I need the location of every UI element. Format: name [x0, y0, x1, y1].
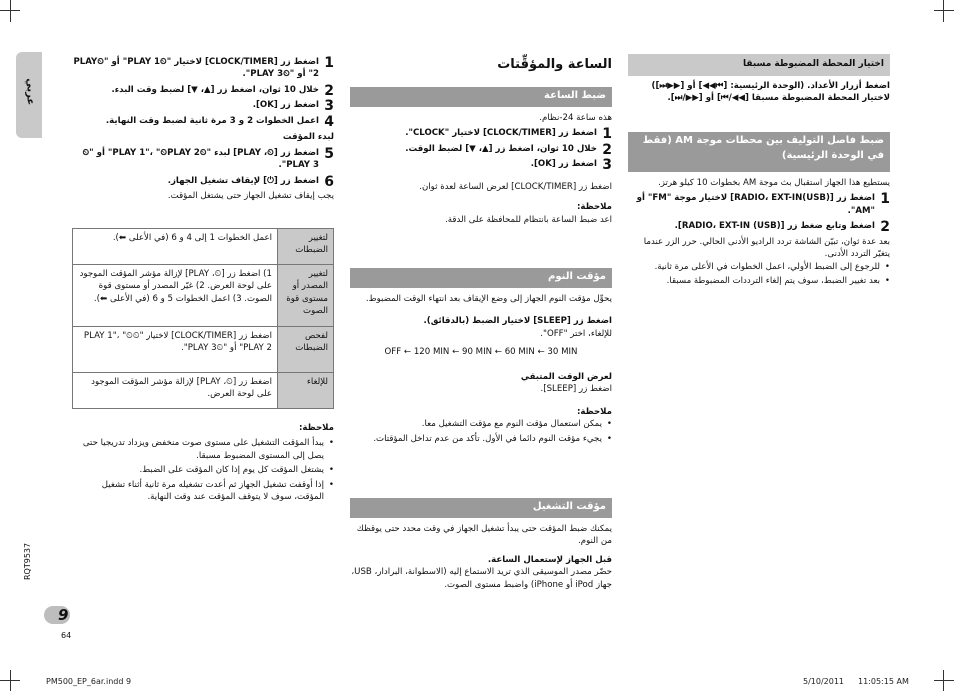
table-row: لتغيير الضبطات اعمل الخطوات 1 إلى 4 و 6 (في الأعلى ⬅). [73, 229, 334, 265]
clock-section: هذه ساعة 24-نظام. 1 اضغط زر [CLOCK/TIMER] لاختيار "CLOCK". 2 خلال 10 ثوان، اضغط زر [▲، ▼] لضبط الوقت. 3 اضغط زر [OK]. اضغط زر [CLOCK/TIMER] لعرض الساعة لعدة ثوان. ملاحظة: اعد ضبط الساعة بانتظام للمحافظة على الدقة. [350, 112, 612, 226]
am-section: يستطيع هذا الجهاز استقبال بث موجة AM بخطوات 10 كيلو هرتز. 1 اضغط زر [RADIO، EXT-IN(USB)] لاختيار موجة "FM" أو "AM". 2 اضغط وتابع ضغط زر [RADIO، EXT-IN (USB)]. بعد عدة ثوان، تبيّن الشاشة تردد الراديو الأدنى الحالي. حرر الزر عندما يتغيّر التردد الأدنى. • للرجوع إلى الضبط الأولي، اعمل الخطوات في الأعلى مرة ثانية. • بعد تغيير الضبط، سوف يتم إلغاء الترددات المضبوطة مسبقا. [628, 177, 890, 290]
footer-date: 5/10/2011 [803, 677, 845, 686]
page-sub-number: 64 [61, 631, 72, 640]
side-language-tab [16, 52, 42, 138]
list-item: • إذا أوقفت تشغيل الجهاز ثم أعدت تشغيله مرة ثانية أثناء تشغيل المؤقت، سوف لا يتوقف المؤقت عند وقت النهاية. [72, 479, 334, 504]
am-step: 2 اضغط وتابع ضغط زر [RADIO، EXT-IN (USB)]. [674, 219, 890, 236]
timer-step: 6 اضغط زر [⏻] لإيقاف تشغيل الجهاز. [167, 173, 334, 190]
side-tab-label: عربي [24, 78, 36, 106]
list-item: • يمكن استعمال مؤقت النوم مع مؤقت التشغيل معا. [350, 418, 612, 430]
list-item: • يشتغل المؤقت كل يوم إذا كان المؤقت على الضبط. [72, 464, 334, 476]
timer-step: 3 اضغط زر [OK]. [252, 98, 334, 115]
list-item: • للرجوع إلى الضبط الأولي، اعمل الخطوات في الأعلى مرة ثانية. [628, 261, 890, 273]
timer-step: 2 خلال 10 ثوان، اضغط زر [▲، ▼] لضبط وقت البدء. [111, 82, 334, 99]
list-item: • بعد تغيير الضبط، سوف يتم إلغاء الترددات المضبوطة مسبقا. [628, 275, 890, 287]
must-off-text: يجب إيقاف تشغيل الجهاز حتى يشتغل المؤقت. [167, 191, 334, 202]
am-step-bar: ضبط فاصل التوليف بين محطات موجة AM (فقط في الوحدة الرئيسية) [628, 132, 890, 172]
clock-step: 1 اضغط زر [CLOCK/TIMER] لاختيار "CLOCK". [405, 126, 612, 143]
timer-step: 4 اعمل الخطوات 2 و 3 مرة ثانية لضبط وقت النهاية. [105, 113, 334, 130]
list-item: • يجيء مؤقت النوم دائما في الأول. تأكد من عدم تداخل المؤقتات. [350, 433, 612, 445]
list-item: • يبدأ المؤقت التشغيل على مستوى صوت منخفض ويزداد تدريجيا حتى يصل إلى المستوى المضبوط مسبقا. [72, 437, 334, 462]
clock-bar: ضبط الساعة [350, 87, 612, 107]
clock-step: 3 اضغط زر [OK]. [530, 157, 612, 174]
doc-code: RQT9537 [23, 542, 32, 580]
start-timer-heading: لبدء المؤقت [282, 132, 334, 143]
left-notes [72, 422, 334, 506]
page-number-badge [44, 606, 70, 624]
left-column [72, 56, 334, 203]
table-row: لفحص الضبطات اضغط زر [CLOCK/TIMER] لاختيار "⏲PLAY 1"، "⏲PLAY 2" أو "⏲PLAY 3". [73, 327, 334, 373]
page-number: 9 [58, 606, 69, 624]
footer-file: PM500_EP_6ar.indd 9 [46, 677, 132, 686]
sleep-section: يحوِّل مؤقت النوم الجهاز إلى وضع الإيقاف بعد انتهاء الوقت المضبوط. اضغط زر [SLEEP] لاختيار الضبط (بالدقائق). للإلغاء، اختر "OFF". OFF ← 120 MIN ← 90 MIN ← 60 MIN ← 30 MIN لعرض الوقت المتبقي اضغط زر [SLEEP]. ملاحظة: • يمكن استعمال مؤقت النوم مع مؤقت التشغيل معا. • يجيء مؤقت النوم دائما في الأول. تأكد من عدم تداخل المؤقتات. [350, 293, 612, 447]
notes-heading: ملاحظة: [298, 423, 334, 433]
sleep-bar: مؤقت النوم [350, 268, 612, 288]
play-timer-bar: مؤقت التشغيل [350, 498, 612, 518]
sleep-sequence: OFF ← 120 MIN ← 90 MIN ← 60 MIN ← 30 MIN [384, 347, 578, 358]
section-title: الساعة والمؤقِّتات [497, 57, 612, 72]
preset-bar: اختيار المحطة المضبوطة مسبقا [628, 54, 890, 76]
play-timer-section: يمكنك ضبط المؤقت حتى يبدأ تشغيل الجهاز في وقت محدد حتى يوقظك من النوم. قبل الجهاز لإستعمال الساعة. حضّر مصدر الموسيقى الذي تريد الاستماع إليه (الاسطوانة، البرادار، USB، جهاز iPod أو iPhone) واضبط مستوى الصوت. [351, 524, 612, 590]
preset-text: اضغط أزرار الأعداد. (الوحدة الرئيسية: [⏮◀◀] أو [▶▶⏭]) لاختيار المحطة المضبوطة مسبقا [◀◀/⏮] أو [▶▶/⏭]. [651, 81, 890, 104]
timer-step: 5 اضغط زر [⏲، PLAY] لبدء "⏲PLAY 1"، "⏲PLAY 2" أو "⏲PLAY 3". [82, 145, 334, 171]
footer-time: 11:05:15 AM [858, 677, 909, 686]
am-step: 1 اضغط زر [RADIO، EXT-IN(USB)] لاختيار موجة "FM" أو "AM". [636, 191, 890, 216]
timer-table [72, 228, 334, 409]
table-row: للإلغاء اضغط زر [⏲، PLAY] لإزالة مؤشر المؤقت الموجود على لوحة العرض. [73, 373, 334, 409]
timer-step: 1 اضغط زر [CLOCK/TIMER] لاختيار "⏲PLAY 1" أو "⏲PLAY 2" أو "⏲PLAY 3". [73, 55, 334, 80]
clock-step: 2 خلال 10 ثوان، اضغط زر [▲، ▼] لضبط الوقت. [405, 141, 612, 158]
table-row: لتغيير المصدر أو مستوى قوة الصوت 1) اضغط زر [⏲، PLAY] لإزالة مؤشر المؤقت الموجود على لوحة العرض. 2) غيّر المصدر أو مستوى قوة الصوت. 3) اعمل الخطوات 5 و 6 (في الأعلى ⬅). [73, 265, 334, 327]
